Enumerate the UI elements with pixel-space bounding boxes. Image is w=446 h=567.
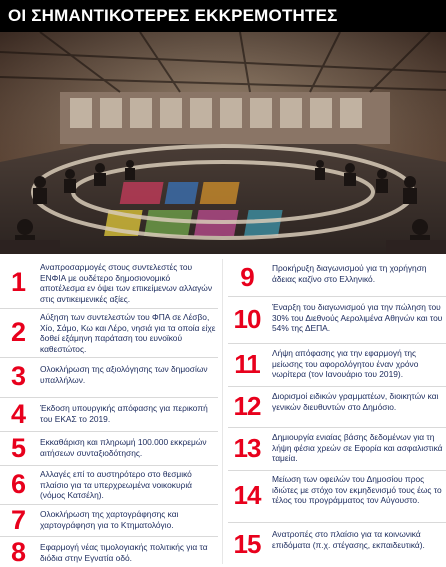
item-number: 3: [10, 361, 26, 391]
item-number: 10: [233, 304, 261, 334]
list-item: [228, 296, 446, 341]
item-text: Λήψη απόφασης για την εφαρμογή της μείωσης του αφορολόγητου έναν χρόνο νωρίτερα (τον Ιανουάριο του 2019).: [272, 348, 419, 380]
list-item: [0, 465, 218, 502]
item-number: 7: [10, 505, 26, 535]
item-text: Ολοκλήρωση της αξιολόγησης των δημοσίων υπαλλήλων.: [40, 364, 208, 385]
item-number: 4: [10, 399, 26, 429]
item-number: 15: [233, 529, 261, 559]
list-item: [0, 308, 218, 355]
list-item: [0, 259, 218, 305]
item-number: 14: [233, 480, 261, 510]
list-item: [228, 470, 446, 520]
item-text: Μείωση των οφειλών του Δημοσίου προς ιδιώτες με στόχο τον εκμηδενισμό τους έως το τέλος του προγράμματος τον Αύγουστο.: [272, 474, 442, 506]
list-item: [228, 427, 446, 468]
item-number: 11: [234, 349, 260, 379]
title-bar: [0, 0, 446, 32]
item-text: Αύξηση των συντελεστών του ΦΠΑ σε Λέσβο, Χίο, Σάμο, Κω και Λέρο, νησιά για τα οποία είχε δοθεί εξάμηνη παράταση του ευνοϊκού καθεστώτος.: [40, 312, 216, 354]
list-item: [228, 343, 446, 384]
item-text: Ανατροπές στο πλαίσιο για τα κοινωνικά επιδόματα (π.χ. στέγασης, εκπαιδευτικά).: [272, 529, 425, 550]
item-text: Αναπροσαρμογές στους συντελεστές του ΕΝΦΙΑ με ουδέτερο δημοσιονομικό αποτέλεσμα εν όψει των επικείμενων αλλαγών στις αντικειμενικές αξίες.: [40, 262, 213, 304]
list-item: [0, 357, 218, 395]
item-number: 2: [10, 317, 26, 347]
item-text: Αλλαγές επί το αυστηρότερο στο θεσμικό πλαίσιο για τα υπερχρεωμένα νοικοκυριά (νόμος Κατσέλη).: [40, 469, 193, 501]
list-item: [0, 397, 218, 429]
list-item: [228, 522, 446, 565]
item-text: Δημιουργία ενιαίας βάσης δεδομένων για τη λήψη φέσια χρεών σε Εφορία και ασφαλιστικά ταμεία.: [272, 432, 443, 464]
page-title: ΟΙ ΣΗΜΑΝΤΙΚΟΤΕΡΕΣ ΕΚΚΡΕΜΟΤΗΤΕΣ: [8, 6, 338, 25]
column-divider: [222, 259, 223, 564]
item-text: Έκδοση υπουργικής απόφασης για περικοπή του ΕΚΑΣ το 2019.: [40, 403, 208, 424]
item-number: 12: [233, 391, 261, 421]
item-text: Προκήρυξη διαγωνισμού για τη χορήγηση άδειας καζίνο στο Ελληνικό.: [272, 263, 427, 284]
item-text: Εκκαθάριση και πληρωμή 100.000 εκκρεμών αιτήσεων συνταξιοδότησης.: [40, 437, 207, 458]
item-number: 9: [240, 262, 254, 292]
item-text: Διορισμοί ειδικών γραμματέων, διοικητών και γενικών διευθυντών στο Δημόσιο.: [272, 391, 439, 412]
item-text: Ολοκλήρωση της χαρτογράφησης και χαρτογράφηση για το Κτηματολόγιο.: [40, 509, 179, 530]
list-item: [228, 259, 446, 293]
list-item: [0, 431, 218, 463]
item-text: Έναρξη του διαγωνισμού για την πώληση του 30% του Διεθνούς Αερολιμένα Αθηνών και του 54% της ΔΕΠΑ.: [272, 302, 443, 334]
meeting-room-photo: [0, 32, 446, 254]
item-number: 1: [10, 267, 26, 297]
list-item: [0, 536, 218, 566]
item-number: 5: [10, 433, 26, 463]
item-number: 8: [10, 537, 26, 567]
list-item: [0, 504, 218, 534]
list-item: [228, 386, 446, 425]
item-number: 13: [233, 433, 261, 463]
item-number: 6: [10, 469, 26, 499]
item-text: Εφαρμογή νέας τιμολογιακής πολιτικής για τα διόδια στην Εγνατία οδό.: [40, 542, 208, 563]
